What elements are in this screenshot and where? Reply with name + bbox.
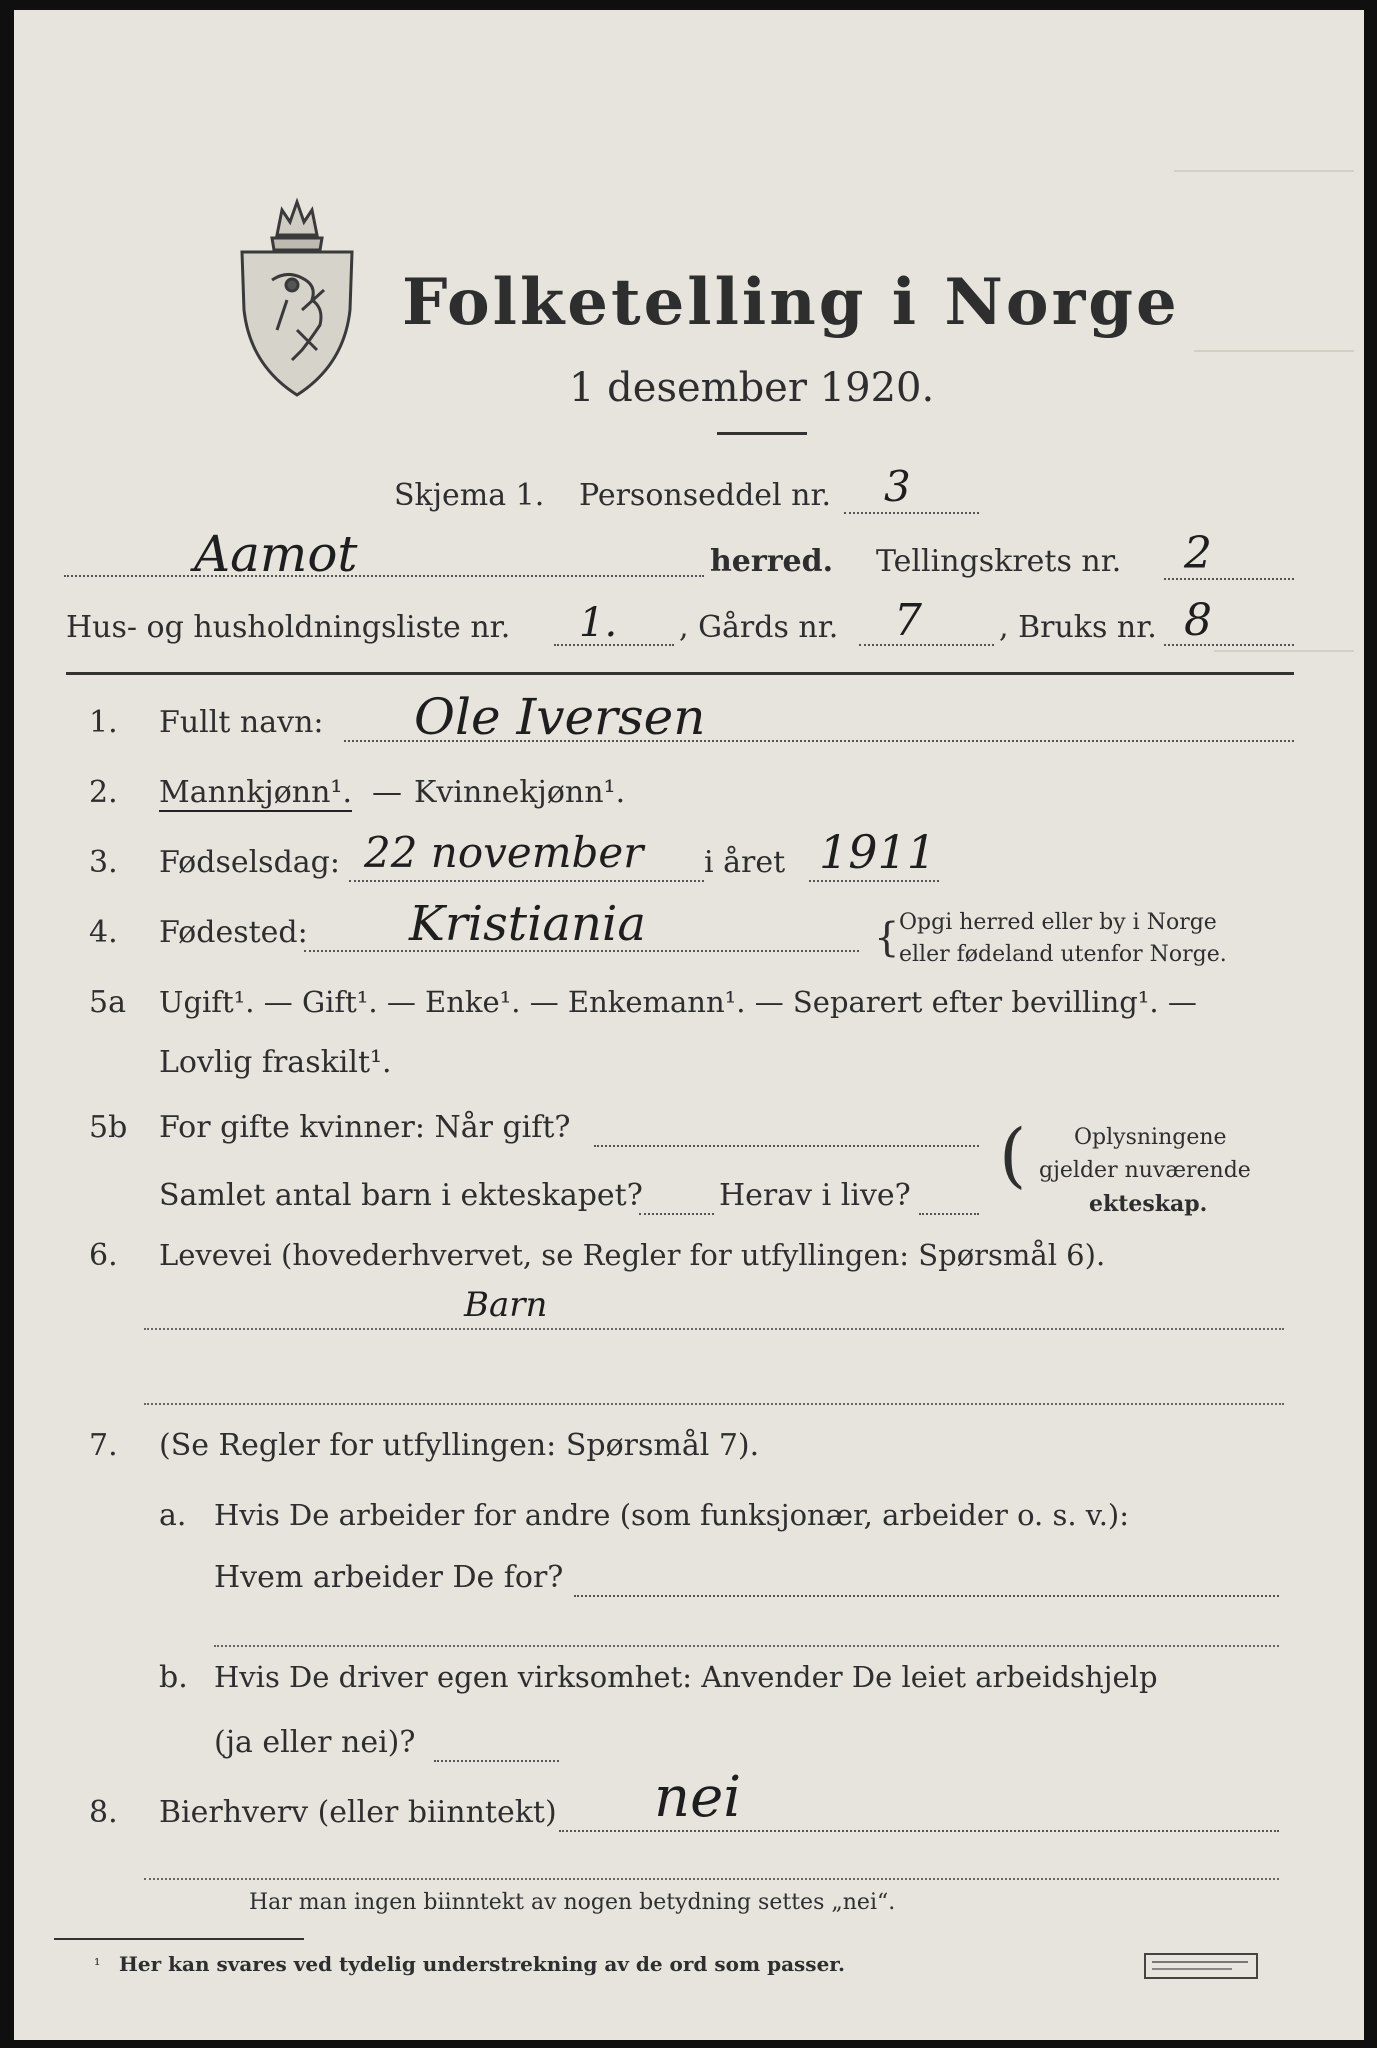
gards-line (859, 644, 994, 646)
q4-note-line2: eller fødeland utenfor Norge. (899, 942, 1227, 967)
bleed-through-mark (1194, 330, 1354, 352)
q5b-alive-line (919, 1213, 979, 1215)
q8-line2 (144, 1878, 1279, 1880)
q1-number: 1. (89, 705, 118, 740)
q7a-label1: Hvis De arbeider for andre (som funksjonær, arbeider o. s. v.): (214, 1498, 1130, 1532)
q4-value: Kristiania (409, 896, 646, 952)
q4-note-brace: { (874, 915, 900, 961)
q5b-note-line2: gjelder nuværende (1039, 1158, 1251, 1183)
q3-year-line (809, 880, 939, 882)
q5b-children-line (639, 1213, 714, 1215)
q5b-married-label: For gifte kvinner: Når gift? (159, 1110, 571, 1145)
husliste-value: 1. (579, 600, 618, 646)
tellingskrets-value: 2 (1184, 528, 1212, 579)
q5a-options-line2: Lovlig fraskilt¹. (159, 1045, 392, 1080)
q3-label: Fødselsdag: (159, 845, 340, 880)
q5b-note-line3: ekteskap. (1089, 1191, 1208, 1217)
q8-value: nei (654, 1765, 742, 1830)
q5b-note-line1: Oplysningene (1074, 1125, 1227, 1150)
personseddel-label: Personseddel nr. (579, 478, 832, 513)
tellingskrets-label: Tellingskrets nr. (876, 544, 1122, 579)
bruks-label: , Bruks nr. (999, 610, 1157, 645)
gards-value: 7 (894, 595, 922, 646)
q8-number: 8. (89, 1795, 118, 1830)
q7b-number: b. (159, 1660, 188, 1695)
bleed-through-mark (1214, 630, 1354, 652)
q7-label: (Se Regler for utfyllingen: Spørsmål 7). (159, 1428, 760, 1463)
q3-number: 3. (89, 845, 118, 880)
schema-label: Skjema 1. (394, 478, 545, 513)
q7a-label2: Hvem arbeider De for? (214, 1560, 564, 1595)
q5b-children-label: Samlet antal barn i ekteskapet? (159, 1178, 643, 1213)
q8-label: Bierhverv (eller biinntekt) (159, 1795, 557, 1830)
husliste-label: Hus- og husholdningsliste nr. (66, 610, 511, 645)
q6-label: Levevei (hovederhvervet, se Regler for utfyllingen: Spørsmål 6). (159, 1238, 1106, 1272)
q2-female-option: Kvinnekjønn¹. (414, 775, 626, 810)
herred-value: Aamot (194, 525, 358, 583)
header-separator (66, 672, 1294, 675)
form-title: Folketelling i Norge (402, 265, 1180, 340)
q3-day-line (349, 880, 704, 882)
printer-stamp-icon (1144, 1953, 1258, 1979)
q7b-label2: (ja eller nei)? (214, 1725, 416, 1760)
q7a-number: a. (159, 1498, 187, 1533)
q1-value: Ole Iversen (414, 688, 706, 746)
q7a-line2 (214, 1645, 1279, 1647)
q7b-line (434, 1760, 559, 1762)
norway-coat-of-arms-icon (232, 190, 362, 405)
q7a-line1 (574, 1595, 1279, 1597)
bleed-through-mark (1174, 150, 1354, 172)
bruks-value: 8 (1184, 595, 1212, 646)
personseddel-value: 3 (884, 462, 911, 511)
q5b-married-line (594, 1145, 979, 1147)
q3-year-value: 1911 (819, 825, 937, 879)
gards-label: , Gårds nr. (679, 610, 839, 645)
q2-separator: — (372, 775, 402, 810)
herred-label: herred. (710, 544, 834, 579)
q5b-alive-label: Herav i live? (719, 1178, 911, 1213)
q2-male-option: Mannkjønn¹. (159, 775, 352, 810)
q6-number: 6. (89, 1238, 118, 1273)
q3-year-label: i året (704, 845, 786, 880)
q5b-note-brace: ( (999, 1114, 1027, 1196)
census-form-sheet (14, 10, 1364, 2040)
q4-label: Fødested: (159, 915, 308, 950)
q5b-number: 5b (89, 1110, 128, 1145)
footer-note: Har man ingen biinntekt av nogen betydning settes „nei“. (249, 1890, 896, 1915)
q7b-label1: Hvis De driver egen virksomhet: Anvender De leiet arbeidshjelp (214, 1660, 1158, 1694)
herred-line (64, 575, 704, 577)
q5a-number: 5a (89, 985, 126, 1020)
q4-number: 4. (89, 915, 118, 950)
title-divider (717, 432, 807, 435)
personseddel-line (844, 512, 979, 514)
footnote-divider (54, 1938, 304, 1940)
q7-number: 7. (89, 1428, 118, 1463)
q6-line2 (144, 1403, 1284, 1405)
q4-note-line1: Opgi herred eller by i Norge (899, 910, 1217, 935)
q1-label: Fullt navn: (159, 705, 324, 740)
q6-line1 (144, 1328, 1284, 1330)
q5a-options-line1: Ugift¹. — Gift¹. — Enke¹. — Enkemann¹. — Separert efter bevilling¹. — (159, 985, 1197, 1019)
footnote-mark: ¹ (94, 1955, 101, 1974)
census-date: 1 desember 1920. (569, 365, 935, 411)
q2-number: 2. (89, 775, 118, 810)
q8-line1 (559, 1830, 1279, 1832)
footnote-text: Her kan svares ved tydelig understrekning av de ord som passer. (119, 1952, 845, 1976)
q3-day-value: 22 november (364, 828, 644, 877)
q6-value: Barn (464, 1285, 548, 1325)
